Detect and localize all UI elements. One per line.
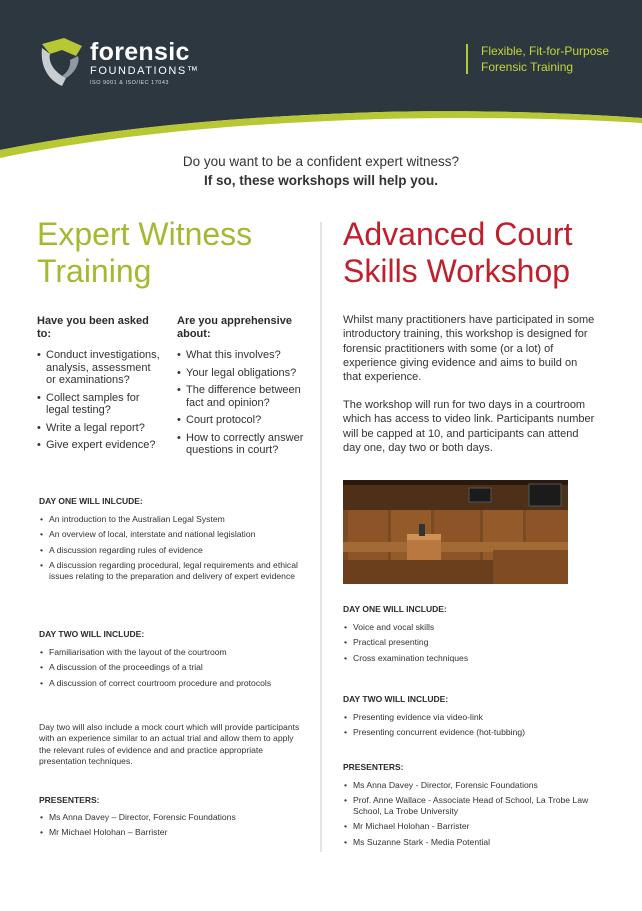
list-item: • What this involves?	[177, 349, 317, 362]
left-day-one-heading: DAY ONE WILL INLCUDE:	[39, 496, 143, 506]
list-item: • Give expert evidence?	[37, 439, 162, 452]
list-item: • An overview of local, interstate and national legislation	[39, 529, 299, 539]
list-item: • Voice and vocal skills	[343, 622, 603, 632]
list-item: • Ms Suzanne Stark - Media Potential	[343, 837, 618, 847]
left-presenters-heading: PRESENTERS:	[39, 795, 100, 805]
right-day-two-list	[343, 712, 603, 743]
brand-subtitle: FOUNDATIONS™	[90, 65, 200, 77]
left-day-two-list	[39, 647, 299, 693]
list-item: • An introduction to the Australian Legal System	[39, 514, 299, 524]
asked-to-block	[37, 315, 162, 457]
list-item: • Court protocol?	[177, 414, 317, 427]
page-header	[0, 0, 642, 160]
workshop-details-paragraph: The workshop will run for two days in a courtroom which has access to video link. Participants number will be capped at 10, and participants can attend day one, day two or both days.	[343, 399, 595, 454]
left-day-two-heading: DAY TWO WILL INCLUDE:	[39, 629, 145, 639]
intro-question	[0, 152, 642, 190]
courtroom-photo	[343, 480, 568, 584]
list-item: • Write a legal report?	[37, 422, 162, 435]
list-item: • Presenting evidence via video-link	[343, 712, 603, 722]
right-day-two-heading: DAY TWO WILL INCLUDE:	[343, 694, 449, 704]
list-item: • Mr Michael Holohan – Barrister	[39, 827, 299, 837]
expert-witness-training-title	[37, 216, 252, 290]
right-day-one-heading: DAY ONE WILL INCLUDE:	[343, 604, 447, 614]
list-item: • A discussion regarding rules of evidence	[39, 545, 299, 555]
list-item: • Ms Anna Davey - Director, Forensic Foundations	[343, 780, 618, 790]
right-day-one-list	[343, 622, 603, 668]
forensic-foundations-logo-icon	[36, 36, 88, 88]
workshop-intro-paragraph: Whilst many practitioners have participated in some introductory training, this workshop is designed for forensic practitioners with some (or a lot) of experience giving evidence and aims to build on that experience.	[343, 314, 595, 384]
right-presenters-heading: PRESENTERS:	[343, 762, 404, 772]
list-item: • A discussion of correct courtroom procedure and protocols	[39, 678, 299, 688]
brand-block	[90, 40, 199, 86]
column-divider	[320, 222, 322, 852]
left-day-one-list	[39, 514, 299, 586]
right-presenters-list	[343, 780, 618, 852]
list-item: • Mr Michael Holohan - Barrister	[343, 821, 618, 831]
list-item: • Familiarisation with the layout of the courtroom	[39, 647, 299, 657]
tagline-divider	[466, 44, 468, 74]
title-line-1: Advanced Court	[343, 216, 573, 252]
list-item: • Conduct investigations, analysis, assessment or examinations?	[37, 349, 162, 387]
brand-name: forensic	[90, 38, 190, 66]
list-item: • Ms Anna Davey – Director, Forensic Foundations	[39, 812, 299, 822]
intro-line-1: Do you want to be a confident expert witness?	[182, 154, 460, 169]
apprehensive-list	[177, 349, 317, 457]
mock-court-paragraph: Day two will also include a mock court which will provide participants with an experience similar to an actual trial and allow them to apply the relevant rules of evidence and and practice appropriate presentation techniques.	[39, 722, 300, 766]
list-item: • Prof. Anne Wallace - Associate Head of School, La Trobe Law School, La Trobe University	[343, 795, 618, 816]
list-item: • Practical presenting	[343, 637, 603, 647]
intro-line-2: If so, these workshops will help you.	[203, 173, 439, 188]
list-item: • How to correctly answer questions in court?	[177, 432, 317, 457]
title-line-1: Expert Witness	[37, 216, 253, 252]
tagline-line-2: Forensic Training	[481, 60, 574, 74]
left-presenters-list	[39, 812, 299, 843]
title-line-2: Skills Workshop	[343, 253, 571, 289]
tagline-line-1: Flexible, Fit-for-Purpose	[481, 44, 610, 58]
brand-certification: ISO 9001 & ISO/IEC 17043	[90, 80, 169, 86]
list-item: • Collect samples for legal testing?	[37, 392, 162, 417]
apprehensive-block	[177, 315, 317, 462]
list-item: • A discussion regarding procedural, legal requirements and ethical issues relating to the preparation and delivery of expert evidence	[39, 560, 299, 581]
tagline	[481, 43, 609, 75]
apprehensive-heading: Are you apprehensive about:	[177, 315, 292, 340]
asked-to-list	[37, 349, 162, 452]
list-item: • Cross examination techniques	[343, 653, 603, 663]
list-item: • Presenting concurrent evidence (hot-tubbing)	[343, 727, 603, 737]
advanced-court-skills-title	[343, 216, 572, 290]
list-item: • The difference between fact and opinion?	[177, 384, 317, 409]
title-line-2: Training	[37, 253, 152, 289]
asked-to-heading: Have you been asked to:	[37, 315, 149, 340]
list-item: • Your legal obligations?	[177, 367, 317, 380]
list-item: • A discussion of the proceedings of a trial	[39, 662, 299, 672]
